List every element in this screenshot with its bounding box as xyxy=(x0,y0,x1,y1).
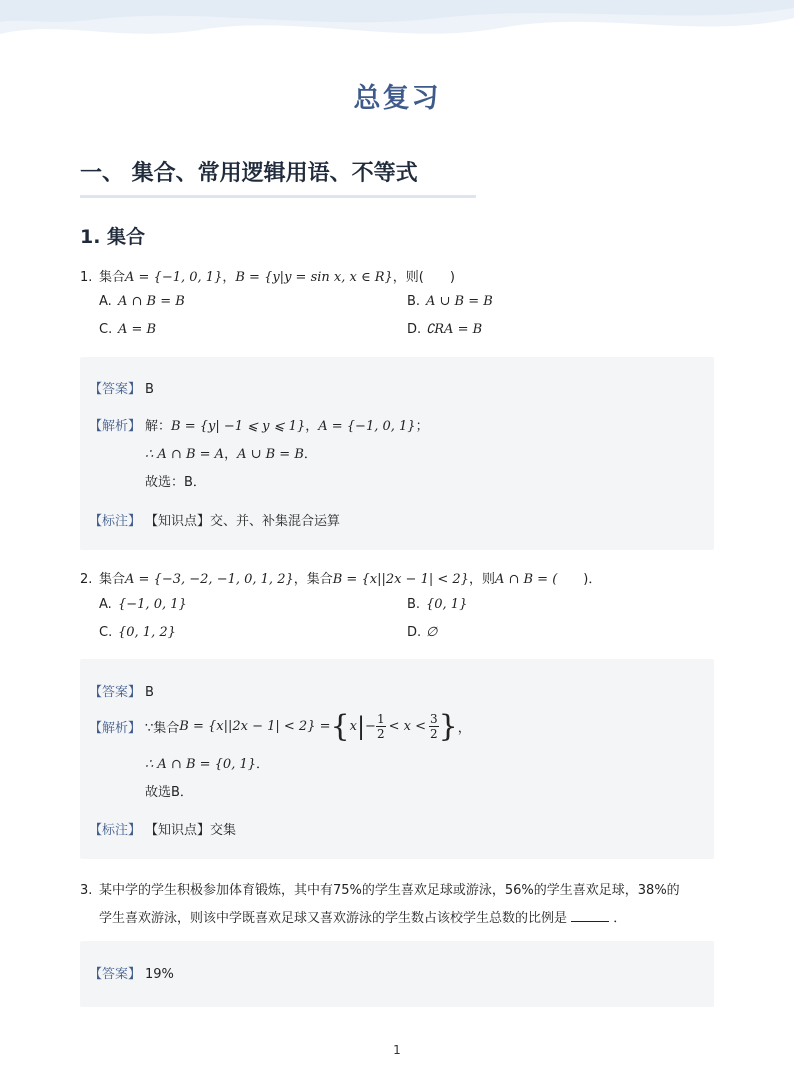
answer-value: 19% xyxy=(145,967,174,982)
analysis-row: 【解析】 ∵集合B = {x||2x − 1| < 2} ={x|− $\frac{1}{2}$ < x < $\frac{3}{2}$ }， xyxy=(89,709,471,744)
note-tag: 【标注】 xyxy=(89,823,142,838)
question-number: 3. xyxy=(80,883,93,898)
fraction-three-halves: $\frac{3}{2}$ xyxy=(429,712,438,741)
note-row xyxy=(89,819,236,838)
analysis-conclusion: 故选B． xyxy=(145,785,193,800)
question-1-stem: 1. 集合A = {−1, 0, 1}，B = {y|y = sin x, x ∈ R}，则( ) xyxy=(80,270,455,285)
divider-bar: | xyxy=(356,712,366,741)
analysis-line: ∴ A ∩ B = A，A ∪ B = B． xyxy=(145,447,317,462)
section-divider xyxy=(80,195,476,198)
answer-tag: 【答案】 xyxy=(89,382,142,397)
fill-in-blank[interactable] xyxy=(571,909,609,922)
note-row xyxy=(89,510,340,529)
answer-box-1 xyxy=(80,357,714,550)
note-text: 【知识点】交集 xyxy=(145,823,237,838)
answer-row xyxy=(89,963,174,982)
option-b[interactable]: B. {0, 1} xyxy=(407,597,468,612)
option-a[interactable]: A. A ∩ B = B xyxy=(99,294,185,309)
question-number: 1. xyxy=(80,270,93,285)
note-tag: 【标注】 xyxy=(89,514,142,529)
page-number: 1 xyxy=(393,1043,401,1057)
answer-row xyxy=(89,378,154,397)
option-d[interactable]: D. ∅ xyxy=(407,625,438,640)
answer-value: B xyxy=(145,382,154,397)
answer-row xyxy=(89,681,154,700)
subsection-title: 1. 集合 xyxy=(80,226,146,248)
fraction-one-half: $\frac{1}{2}$ xyxy=(376,712,385,741)
option-c[interactable]: C. A = B xyxy=(99,322,157,337)
answer-box-3 xyxy=(80,941,714,1007)
question-2-stem: 2. 集合A = {−3, −2, −1, 0, 1, 2}，集合B = {x||2x − 1| < 2}，则A ∩ B = ( )． xyxy=(80,572,602,587)
left-brace: { xyxy=(330,709,350,744)
answer-value: B xyxy=(145,685,154,700)
analysis-tag: 【解析】 xyxy=(89,721,142,736)
question-3-stem: 3. 某中学的学生积极参加体育锻炼，其中有75%的学生喜欢足球或游泳，56%的学生喜欢足球，38%的 学生喜欢游泳，则该中学既喜欢足球又喜欢游泳的学生数占该校学生总数的比例是 ． xyxy=(80,877,680,933)
note-text: 【知识点】交、并、补集混合运算 xyxy=(145,514,341,529)
answer-box-2 xyxy=(80,659,714,859)
page-title: 总复习 xyxy=(353,83,441,114)
answer-tag: 【答案】 xyxy=(89,967,142,982)
analysis-line: ∴ A ∩ B = {0, 1}． xyxy=(145,757,270,772)
math-expression: B = {y|y = sin x, x ∈ R} xyxy=(235,270,393,285)
option-d[interactable]: D. ∁RA = B xyxy=(407,322,483,337)
section-title: 一、 集合、常用逻辑用语、不等式 xyxy=(80,161,418,186)
option-b[interactable]: B. A ∪ B = B xyxy=(407,294,493,309)
answer-tag: 【答案】 xyxy=(89,685,142,700)
analysis-row: 【解析】 解：B = {y| −1 ⩽ y ⩽ 1}，A = {−1, 0, 1}； xyxy=(89,415,429,434)
option-a[interactable]: A. {−1, 0, 1} xyxy=(99,597,187,612)
option-c[interactable]: C. {0, 1, 2} xyxy=(99,625,176,640)
analysis-tag: 【解析】 xyxy=(89,419,142,434)
question-number: 2. xyxy=(80,572,93,587)
header-wave-decoration xyxy=(0,0,794,60)
right-brace: } xyxy=(438,709,458,744)
math-expression: A = {−1, 0, 1} xyxy=(125,270,223,285)
analysis-conclusion: 故选：B． xyxy=(145,475,206,490)
